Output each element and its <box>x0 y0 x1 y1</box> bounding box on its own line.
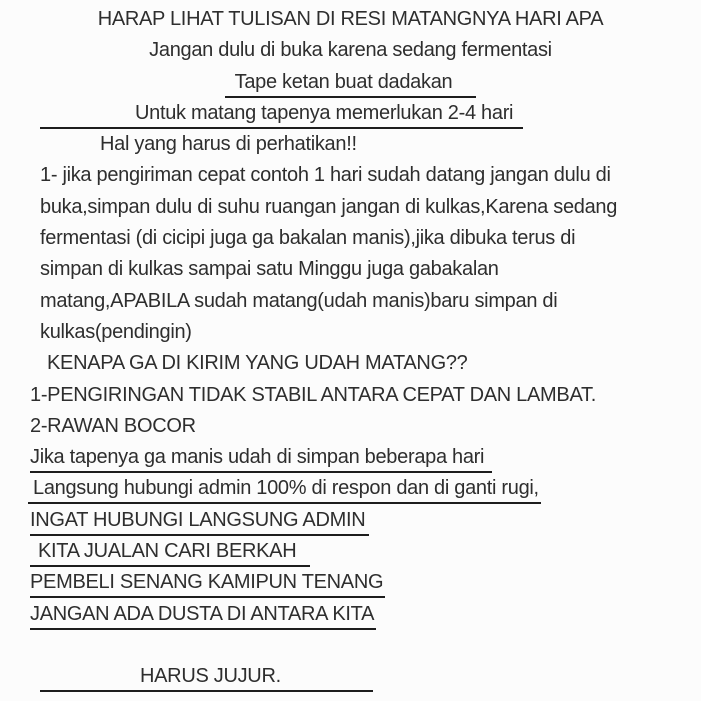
underlined-text: KITA JUALAN CARI BERKAH <box>30 538 310 567</box>
doc-line-pembeli-senang <box>30 567 701 598</box>
doc-body-line: buka,simpan dulu di suhu ruangan jangan di kulkas,Karena sedang <box>40 195 618 218</box>
doc-subtitle-line: Jangan dulu di buka karena sedang fermentasi <box>149 39 552 62</box>
blank-line <box>0 630 701 661</box>
doc-line-ingat-hubungi <box>30 505 701 536</box>
doc-line-hal-perhatikan: Hal yang harus di perhatikan!! <box>100 133 357 156</box>
underlined-text: Untuk matang tapenya memerlukan 2-4 hari <box>40 100 523 129</box>
doc-line-kenapa: KENAPA GA DI KIRIM YANG UDAH MATANG?? <box>47 352 468 375</box>
doc-body-line: kulkas(pendingin) <box>40 320 192 343</box>
doc-line-harus-jujur <box>40 661 701 692</box>
doc-body-line: matang,APABILA sudah matang(udah manis)baru simpan di <box>40 289 558 312</box>
underlined-text: JANGAN ADA DUSTA DI ANTARA KITA <box>30 601 376 630</box>
doc-line-kita-jualan <box>30 536 701 567</box>
doc-body-line: 1- jika pengiriman cepat contoh 1 hari sudah datang jangan dulu di <box>40 164 611 187</box>
doc-line-tape-ketan <box>0 67 701 98</box>
underlined-text: HARUS JUJUR. <box>40 663 373 692</box>
doc-line-untuk-matang <box>40 98 701 129</box>
underlined-text: Langsung hubungi admin 100% di respon dan di ganti rugi, <box>28 475 541 504</box>
underlined-text: PEMBELI SENANG KAMIPUN TENANG <box>30 569 385 598</box>
doc-line-jangan-dusta <box>30 599 701 630</box>
doc-line-pengiriman: 1-PENGIRINGAN TIDAK STABIL ANTARA CEPAT DAN LAMBAT. <box>30 383 596 406</box>
underlined-text: Tape ketan buat dadakan <box>225 69 477 98</box>
doc-body-line: simpan di kulkas sampai satu Minggu juga gabakalan <box>40 258 499 281</box>
doc-title-line: HARAP LIHAT TULISAN DI RESI MATANGNYA HARI APA <box>97 8 604 30</box>
underlined-text: Jika tapenya ga manis udah di simpan beberapa hari <box>30 444 492 473</box>
doc-line-rawan-bocor: 2-RAWAN BOCOR <box>30 414 196 437</box>
doc-line-jika-tapenya <box>30 442 701 473</box>
doc-line-langsung-hubungi <box>28 473 701 504</box>
doc-body-line: fermentasi (di cicipi juga ga bakalan manis),jika dibuka terus di <box>40 227 576 250</box>
underlined-text: INGAT HUBUNGI LANGSUNG ADMIN <box>30 507 369 536</box>
